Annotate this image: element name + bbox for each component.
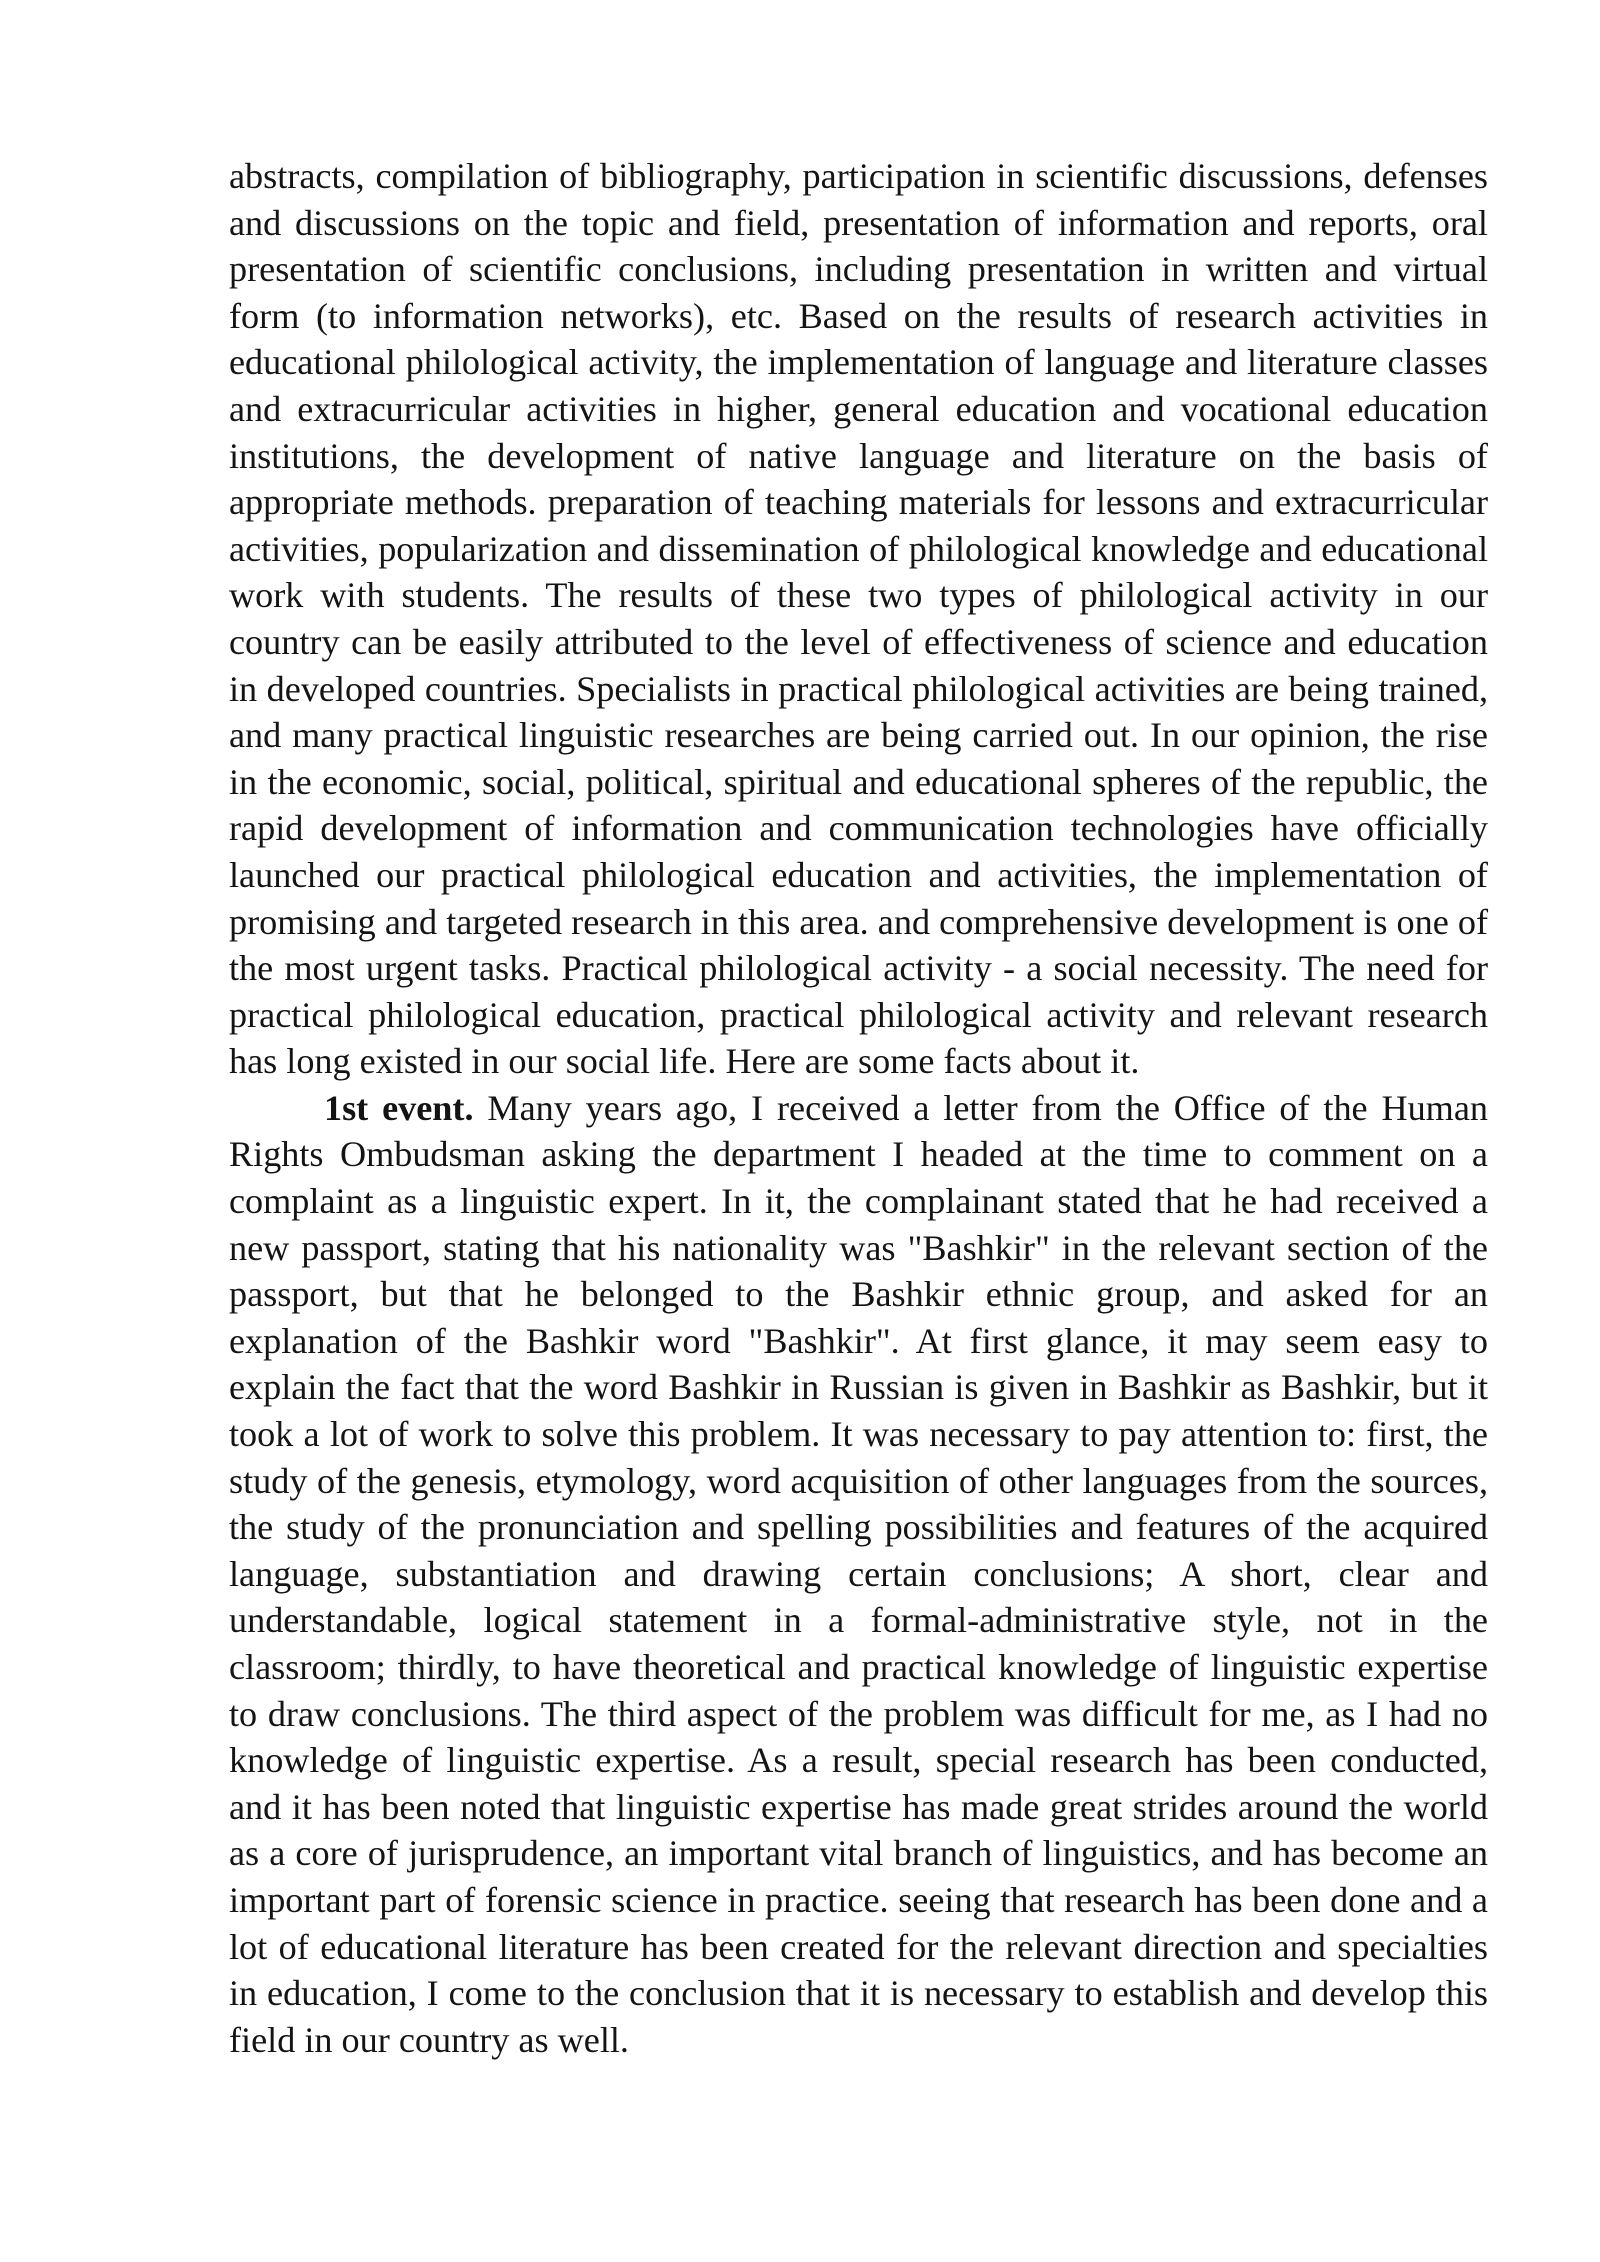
paragraph-lead: 1st event. [324, 1087, 474, 1128]
paragraph-text: Many years ago, I received a letter from the Office of the Human Rights Ombudsman asking the department I headed at the time to comment on a complaint as a linguistic expert. In it, the complainant stated that he had received a new passport, stating that his nationality was "Bashkir" in the relevant section of the passport, but that he belonged to the Bashkir ethnic group, and asked for an explanation of the Bashkir word "Bashkir". At first glance, it may seem easy to explain the fact that the word Bashkir in Russian is given in Bashkir as Bashkir, but it took a lot of work to solve this problem. It was necessary to pay attention to: first, the study of the genesis, etymology, word acquisition of other languages from the sources, the study of the pronunciation and spelling possibilities and features of the acquired language, substantiation and drawing certain conclusions; A short, clear and understandable, logical statement in a formal-administrative style, not in the classroom; thirdly, to have theoretical and practical knowledge of linguistic expertise to draw conclusions. The third aspect of the problem was difficult for me, as I had no knowledge of linguistic expertise. As a result, special research has been conducted, and it has been noted that linguistic expertise has made great strides around the world as a core of jurisprudence, an important vital branch of linguistics, and has become an important part of forensic science in practice. seeing that research has been done and a lot of educational literature has been created for the relevant direction and specialties in education, I come to the conclusion that it is necessary to establish and develop this field in our country as well. [229, 1087, 1488, 2060]
body-text [229, 153, 1488, 2063]
paragraph-text: abstracts, compilation of bibliography, participation in scientific discussions, defenses and discussions on the topic and field, presentation of information and reports, oral presentation of scientific conclusions, including presentation in written and virtual form (to information networks), etc. Based on the results of research activities in educational philological activity, the implementation of language and literature classes and extracurricular activities in higher, general education and vocational education institutions, the development of native language and literature on the basis of appropriate methods. preparation of teaching materials for lessons and extracurricular activities, popularization and dissemination of philological knowledge and educational work with students. The results of these two types of philological activity in our country can be easily attributed to the level of effectiveness of science and education in developed countries. Specialists in practical philological activities are being trained, and many practical linguistic researches are being carried out. In our opinion, the rise in the economic, social, political, spiritual and educational spheres of the republic, the rapid development of information and communication technologies have officially launched our practical philological education and activities, the implementation of promising and targeted research in this area. and comprehensive development is one of the most urgent tasks. Practical philological activity - a social necessity. The need for practical philological education, practical philological activity and relevant research has long existed in our social life. Here are some facts about it. [229, 156, 1488, 1082]
paragraph-continuation [229, 153, 1488, 1085]
paragraph-first-event [229, 1085, 1488, 2063]
